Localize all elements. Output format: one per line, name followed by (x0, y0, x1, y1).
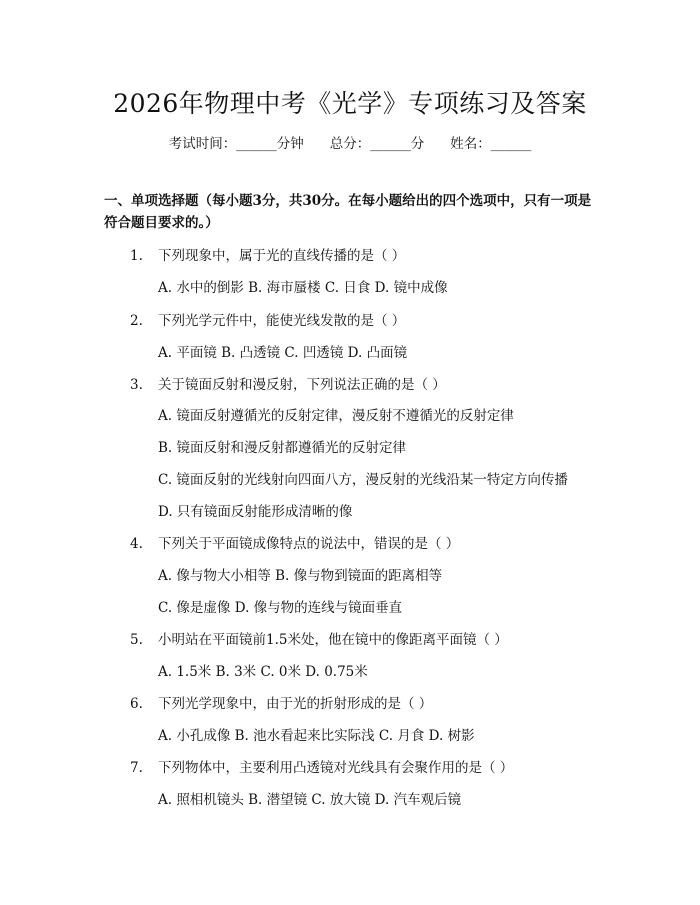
question-1 (130, 244, 405, 264)
question-7-options: A. 照相机镜头 B. 潜望镜 C. 放大镜 D. 汽车观后镜 (158, 792, 462, 808)
exam-time-field: 考试时间：______分钟 (168, 136, 304, 152)
question-3 (130, 373, 446, 393)
question-6-options: A. 小孔成像 B. 池水看起来比实际浅 C. 月食 D. 树影 (158, 728, 475, 744)
total-score-field: 总分：______分 (329, 136, 425, 152)
question-6 (130, 692, 432, 712)
question-2 (130, 309, 405, 329)
question-5-options: A. 1.5米 B. 3米 C. 0米 D. 0.75米 (158, 664, 368, 680)
question-number: 5. (130, 632, 143, 648)
question-number: 3. (130, 377, 143, 393)
question-3-option-b: B. 镜面反射和漫反射都遵循光的反射定律 (158, 440, 407, 456)
question-number: 6. (130, 696, 143, 712)
page-title: 2026年物理中考《光学》专项练习及答案 (113, 89, 587, 118)
question-7 (130, 756, 513, 776)
question-4 (130, 532, 459, 552)
question-text: 下列现象中，属于光的直线传播的是（ ） (158, 248, 406, 264)
question-text: 小明站在平面镜前1.5米处，他在镜中的像距离平面镜（ ） (158, 632, 508, 648)
question-3-option-c: C. 镜面反射的光线射向四面八方，漫反射的光线沿某一特定方向传播 (158, 472, 568, 488)
question-3-option-d: D. 只有镜面反射能形成清晰的像 (158, 504, 353, 520)
question-number: 7. (130, 760, 143, 776)
question-text: 关于镜面反射和漫反射，下列说法正确的是（ ） (158, 377, 446, 393)
question-text: 下列关于平面镜成像特点的说法中，错误的是（ ） (158, 536, 460, 552)
question-2-options: A. 平面镜 B. 凸透镜 C. 凹透镜 D. 凸面镜 (158, 345, 408, 361)
question-number: 4. (130, 536, 143, 552)
question-1-options: A. 水中的倒影 B. 海市蜃楼 C. 日食 D. 镜中成像 (158, 280, 448, 296)
question-number: 2. (130, 313, 143, 329)
question-4-options-row2: C. 像是虚像 D. 像与物的连线与镜面垂直 (158, 600, 403, 616)
question-4-options-row1: A. 像与物大小相等 B. 像与物到镜面的距离相等 (158, 568, 443, 584)
question-text: 下列物体中，主要利用凸透镜对光线具有会聚作用的是（ ） (158, 760, 514, 776)
question-number: 1. (130, 248, 143, 264)
question-text: 下列光学元件中，能使光线发散的是（ ） (158, 313, 406, 329)
section-heading: 一、单项选择题（每小题3分，共30分。在每小题给出的四个选项中，只有一项是符合题目要求的。） (104, 193, 592, 231)
student-name-field: 姓名：______ (450, 136, 532, 152)
question-3-option-a: A. 镜面反射遵循光的反射定律，漫反射不遵循光的反射定律 (158, 408, 514, 424)
exam-meta (0, 132, 700, 152)
question-5 (130, 628, 508, 648)
question-text: 下列光学现象中，由于光的折射形成的是（ ） (158, 696, 433, 712)
